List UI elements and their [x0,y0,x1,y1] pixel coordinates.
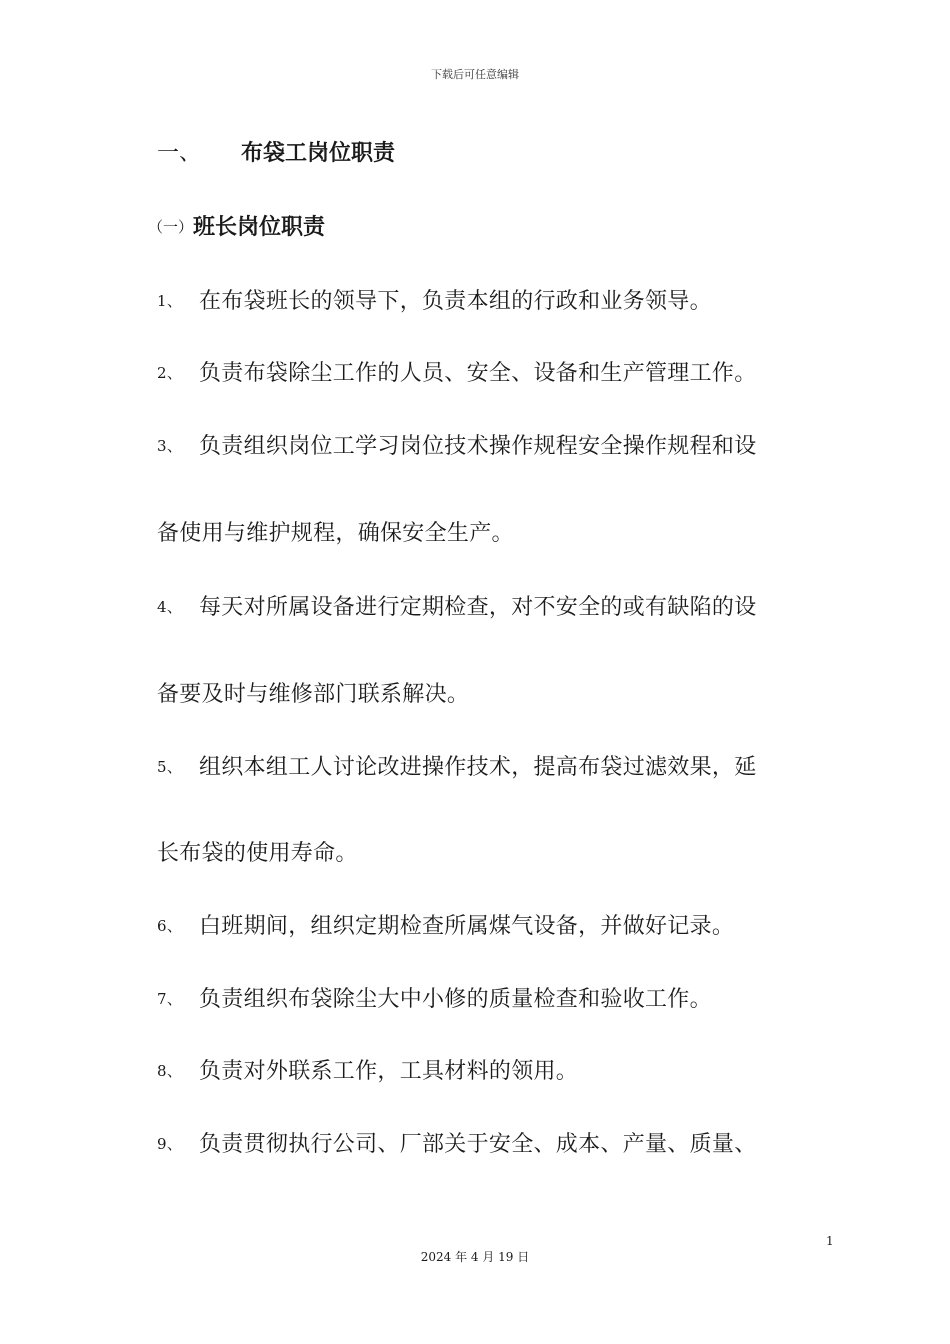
item-number: 3、 [157,437,183,455]
item-text: 在布袋班长的领导下，负责本组的行政和业务领导。 [199,289,712,314]
item-text: 负责组织布袋除尘大中小修的质量检查和验收工作。 [199,987,712,1012]
item-number: 6、 [157,917,183,935]
item-number: 7、 [157,990,183,1008]
item-number: 4、 [157,598,183,616]
section-number: 一、 [157,141,202,166]
list-item-5 [157,750,757,781]
footer-date: 2024 年 4 月 19 日 [420,1250,530,1264]
subsection-title: 班长岗位职责 [193,215,326,240]
item-text: 负责贯彻执行公司、厂部关于安全、成本、产量、质量、 [199,1132,757,1157]
page-header: 下载后可任意编辑 [431,68,519,81]
item-text: 负责组织岗位工学习岗位技术操作规程安全操作规程和设 [199,434,757,459]
item-number: 1、 [157,292,183,310]
item-number: 2、 [157,364,183,382]
list-item-6 [157,909,734,940]
item-text: 负责布袋除尘工作的人员、安全、设备和生产管理工作。 [199,361,757,386]
list-item-3-continuation: 备使用与维护规程，确保安全生产。 [157,521,514,546]
item-number: 5、 [157,758,183,776]
page-number: 1 [826,1234,834,1248]
list-item-3 [157,429,757,460]
list-item-7 [157,982,712,1013]
item-number: 8、 [157,1062,183,1080]
list-item-4 [157,590,757,621]
item-text: 每天对所属设备进行定期检查，对不安全的或有缺陷的设 [199,595,757,620]
list-item-8 [157,1054,578,1085]
list-item-1 [157,284,712,315]
item-text: 组织本组工人讨论改进操作技术，提高布袋过滤效果，延 [199,755,757,780]
list-item-2 [157,356,757,387]
item-text: 白班期间，组织定期检查所属煤气设备，并做好记录。 [199,914,735,939]
list-item-9 [157,1127,757,1158]
list-item-5-continuation: 长布袋的使用寿命。 [157,841,358,866]
section-title: 布袋工岗位职责 [241,141,396,166]
list-item-4-continuation: 备要及时与维修部门联系解决。 [157,682,470,707]
section-heading [157,136,395,167]
subsection-heading [148,210,325,241]
item-text: 负责对外联系工作，工具材料的领用。 [199,1059,579,1084]
subsection-prefix: （一） [148,218,194,236]
item-number: 9、 [157,1135,183,1153]
